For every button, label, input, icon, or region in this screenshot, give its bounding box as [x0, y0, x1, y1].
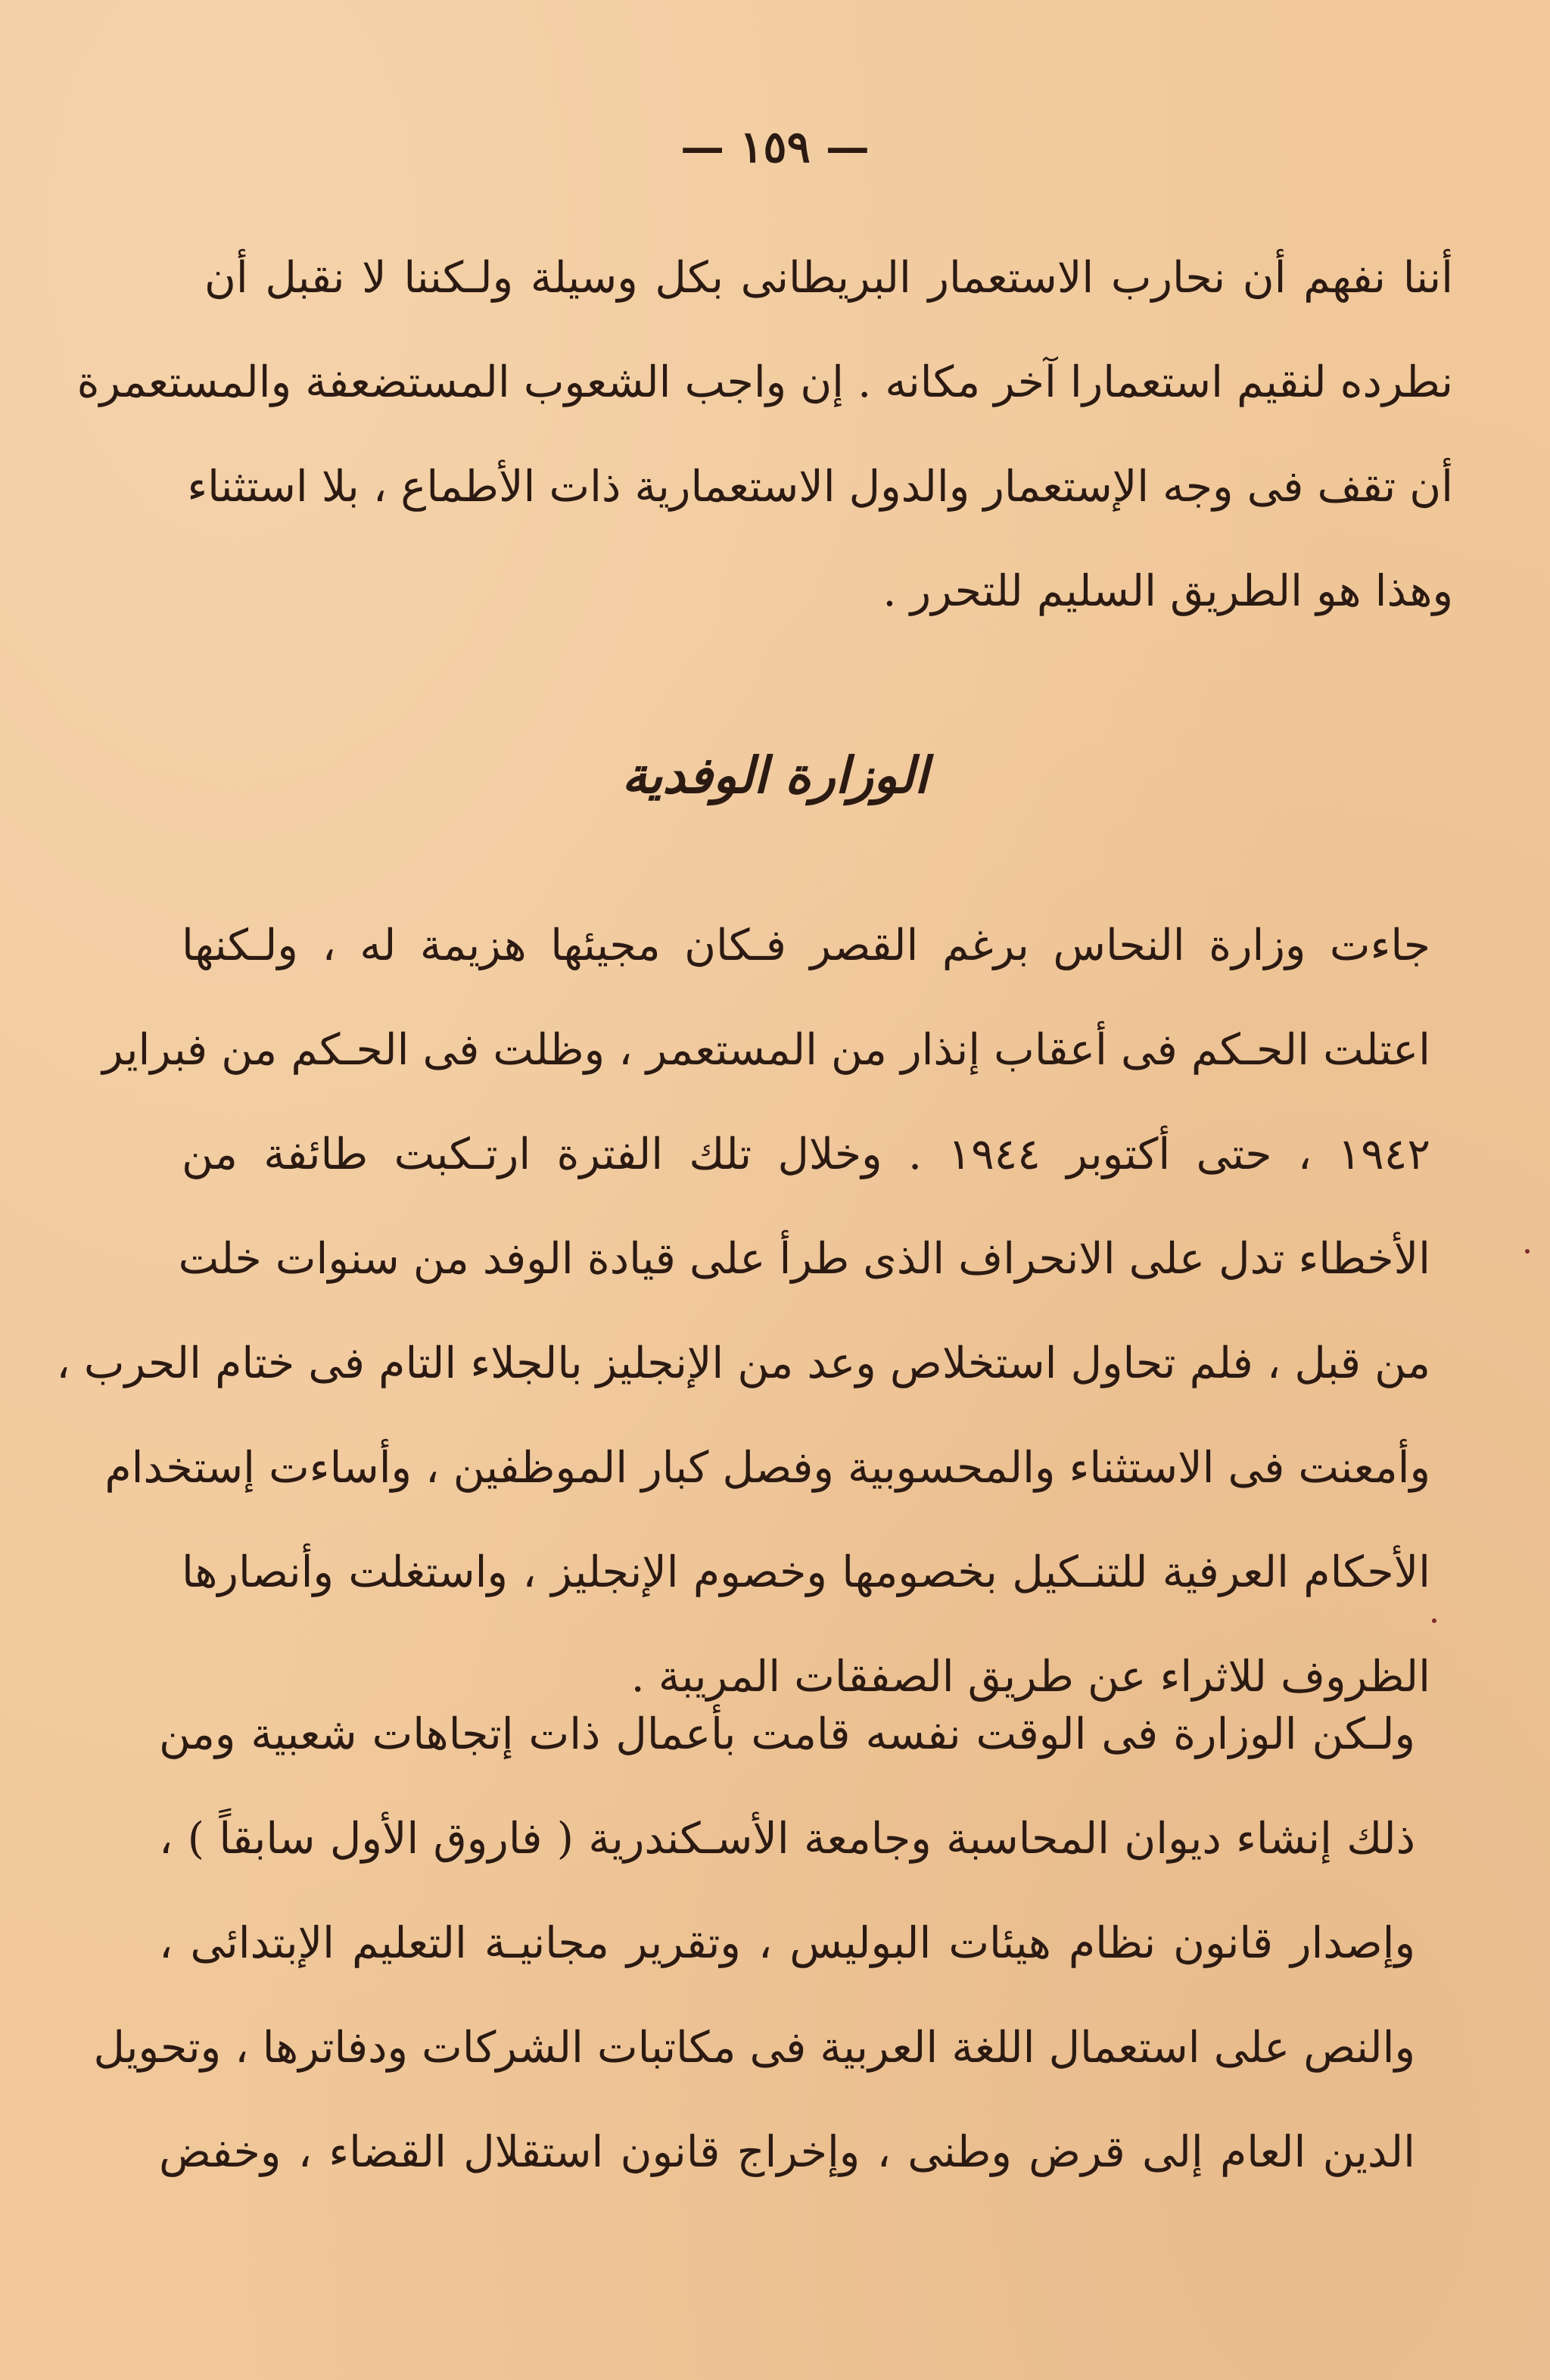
paragraph-3-line: ذلك إنشاء ديوان المحاسبة وجامعة الأسـكندرية ( فاروق الأول سابقاً ) ، — [159, 1814, 1415, 1864]
paper-speck — [1525, 1249, 1530, 1254]
paragraph-2-line: الأحكام العرفية للتنـكيل بخصومها وخصوم الإنجليز ، واستغلت وأنصارها — [182, 1547, 1430, 1597]
paragraph-3-line: الدين العام إلى قرض وطنى ، وإخراج قانون استقلال القضاء ، وخفض — [159, 2127, 1415, 2177]
paragraph-1-line: نطرده لنقيم استعمارا آخر مكانه . إن واجب الشعوب المستضعفة والمستعمرة — [76, 357, 1453, 407]
paragraph-2-line: جاءت وزارة النحاس برغم القصر فـكان مجيئها هزيمة له ، ولـكنها — [182, 921, 1430, 970]
paragraph-2-line: وأمعنت فى الاستثناء والمحسوبية وفصل كبار الموظفين ، وأساءت إستخدام — [104, 1443, 1430, 1493]
section-title: الوزارة الوفدية — [621, 746, 929, 805]
paragraph-1 — [76, 226, 1453, 643]
paragraph-2-line: ١٩٤٢ ، حتى أكتوبر ١٩٤٤ . وخلال تلك الفترة ارتـكبت طائفة من — [182, 1129, 1430, 1179]
paragraph-1-line: وهذا هو الطريق السليم للتحرر . — [882, 566, 1453, 616]
paragraph-2-line: اعتلت الحـكم فى أعقاب إنذار من المستعمر ، وظلت فى الحـكم من فبراير — [102, 1025, 1430, 1075]
page-number: — ١٥٩ — — [680, 121, 870, 173]
paper-speck — [1432, 1618, 1436, 1623]
paragraph-2-line: من قبل ، فلم تحاول استخلاص وعد من الإنجليز بالجلاء التام فى ختام الحرب ، — [56, 1338, 1430, 1388]
paragraph-2 — [56, 893, 1430, 1729]
paragraph-3-line: ولـكن الوزارة فى الوقت نفسه قامت بأعمال ذات إتجاهات شعبية ومن — [159, 1709, 1415, 1759]
paragraph-2-line: الظروف للاثراء عن طريق الصفقات المريبة . — [630, 1652, 1430, 1702]
paragraph-1-line: أن تقف فى وجه الإستعمار والدول الاستعمارية ذات الأطماع ، بلا استثناء — [187, 462, 1453, 512]
paragraph-3 — [93, 1682, 1415, 2204]
paragraph-3-line: والنص على استعمال اللغة العربية فى مكاتبات الشركات ودفاترها ، وتحويل — [93, 2023, 1415, 2073]
paragraph-3-line: وإصدار قانون نظام هيئات البوليس ، وتقرير مجانيـة التعليم الإبتدائى ، — [159, 1918, 1415, 1968]
paragraph-1-line: أننا نفهم أن نحارب الاستعمار البريطانى بكل وسيلة ولـكننا لا نقبل أن — [204, 253, 1453, 303]
paragraph-2-line: الأخطاء تدل على الانحراف الذى طرأ على قيادة الوفد من سنوات خلت — [178, 1234, 1430, 1284]
